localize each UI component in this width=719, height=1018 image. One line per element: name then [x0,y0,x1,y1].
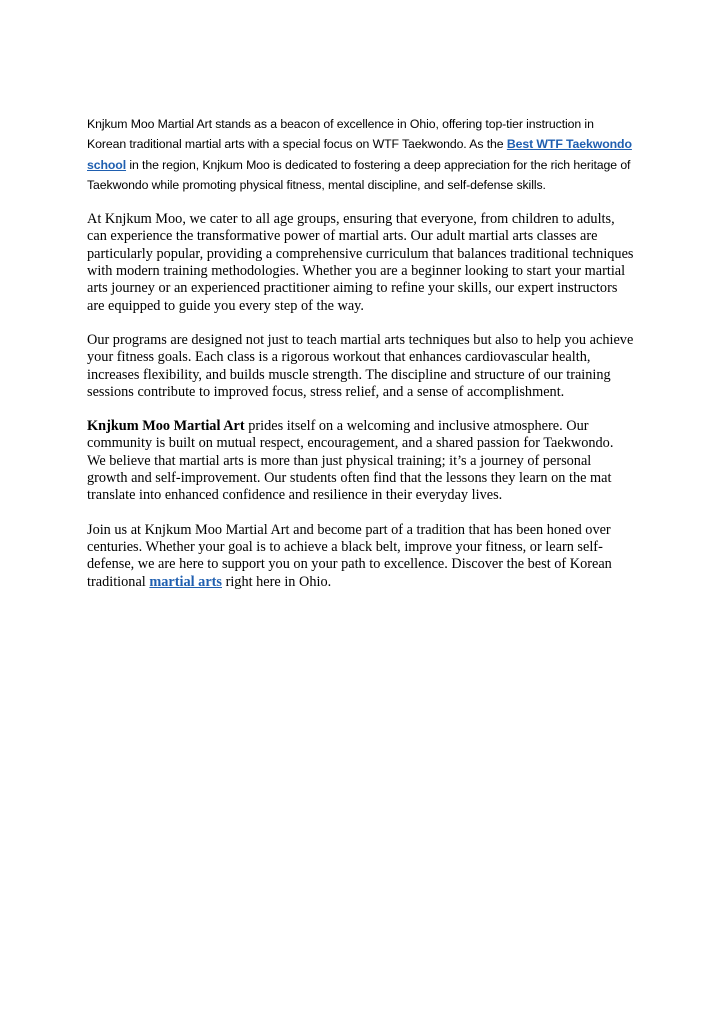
atmosphere-text: prides itself on a welcoming and inclusive atmosphere. Our community is built on mutual respect, encouragement, and a shared passion for Taekwondo. We believe that martial arts is more than just physical training; it’s a journey of personal growth and self-improvement. Our students often find that the lessons they learn on the mat translate into enhanced confidence and resilience in their everyday lives. [87,418,614,504]
intro-paragraph [87,114,635,195]
intro-text-end: in the region, Knjkum Moo is dedicated to fostering a deep appreciation for the rich heritage of Taekwondo while promoting physical fitness, mental discipline, and self-defense skills. [87,157,631,192]
age-groups-paragraph: At Knjkum Moo, we cater to all age groups, ensuring that everyone, from children to adults, can experience the transformative power of martial arts. Our adult martial arts classes are particularly popular, providing a comprehensive curriculum that balances traditional techniques with modern training methodologies. Whether you are a beginner looking to start your martial arts journey or an experienced practitioner aiming to refine your skills, our expert instructors are equipped to guide you every step of the way. [87,211,634,314]
join-us-text-start: Join us at Knjkum Moo Martial Art and become part of a tradition that has been honed over centuries. Whether your goal is to achieve a black belt, improve your fitness, or learn self-defense, we are here to support you on your path to excellence. Discover the best of Korean traditional [87,521,612,590]
join-us-paragraph [87,522,635,591]
document-body [87,114,635,608]
intro-text-start: Knjkum Moo Martial Art stands as a beacon of excellence in Ohio, offering top-tier instruction in Korean traditional martial arts with a special focus on WTF Taekwondo. As the [87,117,594,152]
martial-arts-link[interactable]: martial arts [149,573,222,590]
programs-paragraph: Our programs are designed not just to teach martial arts techniques but also to help you achieve your fitness goals. Each class is a rigorous workout that enhances cardiovascular health, increases flexibility, and builds muscle strength. The discipline and structure of our training sessions contribute to improved focus, stress relief, and a sense of accomplishment. [87,331,634,400]
join-us-text-end: right here in Ohio. [222,573,332,590]
brand-name-bold: Knjkum Moo Martial Art [87,418,245,435]
atmosphere-paragraph [87,418,635,504]
best-wtf-taekwondo-school-link[interactable]: Best WTF Taekwondo school [87,137,632,172]
